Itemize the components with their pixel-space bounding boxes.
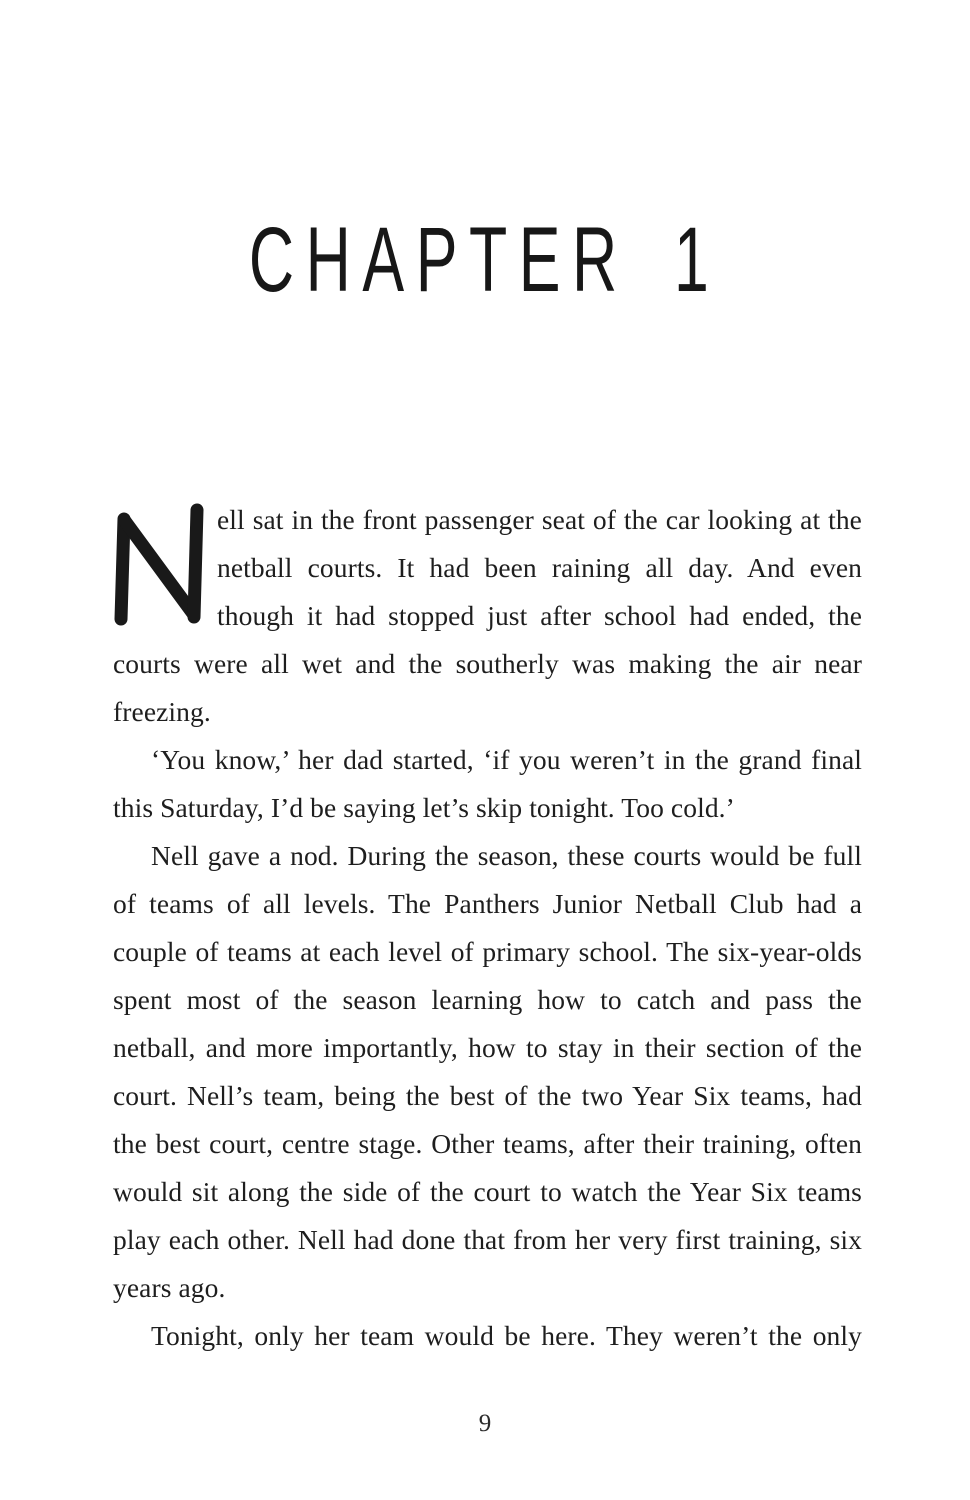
body-text <box>113 496 862 1360</box>
paragraph-text: Tonight, only her team would be here. They weren’t the only <box>151 1320 862 1351</box>
paragraph-4 <box>113 1312 862 1360</box>
paragraph-text: ell sat in the front passenger seat of the car looking at the netball courts. It had been raining all day. And even though it had stopped just after school had ended, the courts were all wet and the southerly was making the air near freezing. <box>113 504 862 727</box>
paragraph-text: Nell gave a nod. During the season, these courts would be full of teams of all levels. The Panthers Junior Netball Club had a couple of teams at each level of primary school. The six-year-olds spent most of the season learning how to catch and pass the netball, and more importantly, how to stay in their section of the court. Nell’s team, being the best of the two Year Six teams, had the best court, centre stage. Other teams, after their training, often would sit along the side of the court to watch the Year Six teams play each other. Nell had done that from her very first training, six years ago. <box>113 840 862 1303</box>
page-footer <box>0 1410 970 1438</box>
paragraph-1 <box>113 496 862 736</box>
drop-cap-letter <box>113 629 114 630</box>
paragraph-2 <box>113 736 862 832</box>
drop-cap <box>113 496 217 636</box>
paragraph-3 <box>113 832 862 1312</box>
chapter-heading-text: CHAPTER 1 <box>249 209 721 311</box>
page-number: 9 <box>478 1410 492 1437</box>
chapter-heading <box>0 209 970 311</box>
drop-cap-n-icon <box>113 503 205 629</box>
paragraph-text: ‘You know,’ her dad started, ‘if you weren’t in the grand final this Saturday, I’d be saying let’s skip tonight. Too cold.’ <box>113 744 862 823</box>
